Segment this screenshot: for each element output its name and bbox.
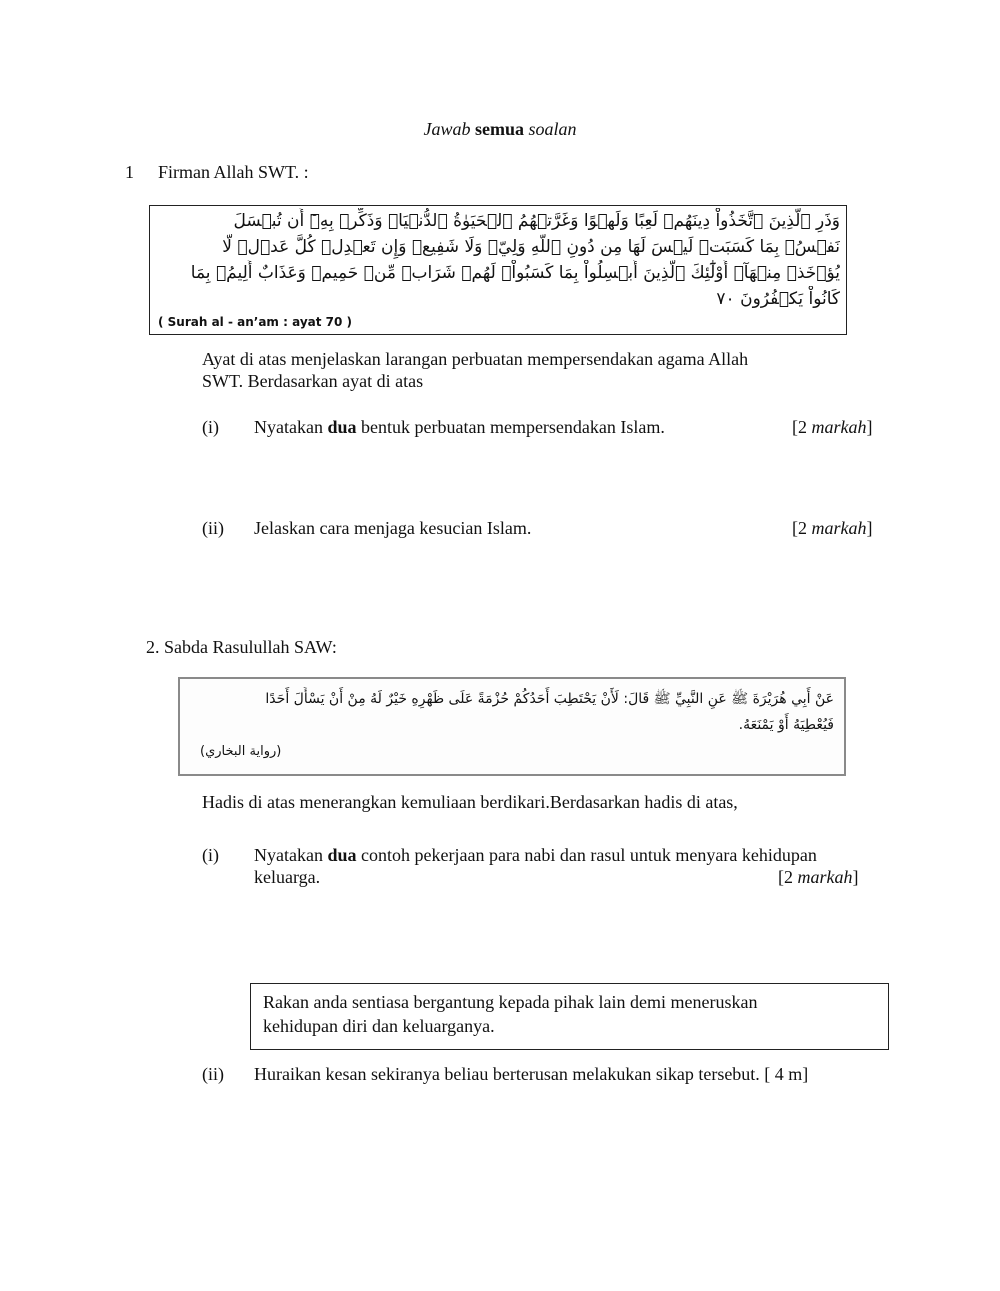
q2-i-marks (778, 866, 859, 888)
q2-i-text-post: contoh pekerjaan para nabi dan rasul untuk menyara kehidupan (356, 845, 817, 865)
q1-i-text-post: bentuk perbuatan mempersendakan Islam. (356, 417, 665, 437)
instruction-header (0, 118, 1000, 140)
q1-intro-line-1: Ayat di atas menjelaskan larangan perbuatan mempersendakan agama Allah (202, 349, 749, 369)
verse-line-2: نَفۡسُۢ بِمَا كَسَبَتۡ لَيۡسَ لَهَا مِن دُونِ ٱللَّهِ وَلِيّٞ وَلَا شَفِيعٞ وَإِن تَعۡدِلۡ كُلَّ عَدۡلٖ لَّا (222, 237, 840, 257)
q2-ii-question: Huraikan kesan sekiranya beliau berterusan melakukan sikap tersebut. [ 4 m] (254, 1064, 809, 1084)
quran-verse-box (149, 205, 847, 335)
q2-i-marks-close: ] (852, 867, 859, 887)
q1-ii-question: Jelaskan cara menjaga kesucian Islam. (254, 518, 532, 538)
q2-i-marks-word: markah (797, 867, 853, 887)
q2-intro: Hadis di atas menerangkan kemuliaan berdikari.Berdasarkan hadis di atas, (202, 792, 738, 812)
q2-i-question-line-2: keluarga. (254, 867, 321, 887)
q1-number: 1 (125, 162, 134, 182)
q2-i-number: (i) (202, 845, 219, 865)
instruction-jawab: Jawab (423, 119, 471, 139)
hadith-source: (رواية البخاري) (200, 744, 282, 759)
q1-ii-marks-open: [2 (792, 518, 812, 538)
verse-source: ( Surah al - an’am : ayat 70 ) (158, 315, 353, 329)
q1-i-text-pre: Nyatakan (254, 417, 328, 437)
q1-title: Firman Allah SWT. : (158, 162, 309, 182)
verse-line-4: كَانُواْ يَكۡفُرُونَ ٧٠ (716, 289, 840, 309)
q2-i-marks-open: [2 (778, 867, 798, 887)
scenario-box (250, 983, 889, 1050)
q1-i-marks-word: markah (811, 417, 867, 437)
q1-i-question (254, 416, 665, 438)
q1-ii-marks-close: ] (866, 518, 873, 538)
q1-i-text-bold: dua (327, 417, 357, 437)
q1-i-number: (i) (202, 417, 219, 437)
q2-i-text-bold: dua (327, 845, 357, 865)
q1-i-marks-close: ] (866, 417, 873, 437)
scenario-line-1: Rakan anda sentiasa bergantung kepada pihak lain demi meneruskan (263, 992, 758, 1012)
q1-ii-marks-word: markah (811, 518, 867, 538)
q2-i-question (254, 844, 817, 866)
q2-i-text-pre: Nyatakan (254, 845, 328, 865)
q1-ii-number: (ii) (202, 518, 224, 538)
verse-line-3: يُؤۡخَذۡ مِنۡهَآۗ أُوْلَٰٓئِكَ ٱلَّذِينَ أُبۡسِلُواْ بِمَا كَسَبُواْۖ لَهُمۡ شَرَابٞ مِّنۡ حَمِيمٖ وَعَذَابٌ أَلِيمُۢ بِمَا (190, 263, 840, 283)
instruction-semua: semua (474, 119, 524, 139)
hadith-line-1: عَنْ أَبِي هُرَيْرَةَ ﷺ عَنِ النَّبِيِّ ﷺ قَالَ: لَأَنْ يَحْتَطِبَ أَحَدُكُمْ حُزْمَةً عَلَى ظَهْرِهِ خَيْرٌ لَهُ مِنْ أَنْ يَسْأَلَ أَحَدًا (265, 691, 834, 707)
q1-intro-line-2: SWT. Berdasarkan ayat di atas (202, 371, 424, 391)
q1-ii-marks (792, 517, 873, 539)
q2-ii-number: (ii) (202, 1064, 224, 1084)
verse-line-1: وَذَرِ ٱلَّذِينَ ٱتَّخَذُواْ دِينَهُمۡ لَعِبًا وَلَهۡوًا وَغَرَّتۡهُمُ ٱلۡحَيَوٰةُ ٱلدُّنۡيَاۚ وَذَكِّرۡ بِهِۦٓ أَن تُبۡسَلَ (233, 211, 840, 231)
scenario-line-2: kehidupan diri dan keluarganya. (263, 1016, 495, 1036)
q2-title: 2. Sabda Rasulullah SAW: (146, 637, 337, 657)
hadith-box (178, 677, 846, 776)
q1-i-marks (792, 416, 873, 438)
instruction-soalan: soalan (528, 119, 577, 139)
hadith-line-2: فَيُعْطِيَهُ أَوْ يَمْنَعَهُ. (738, 717, 834, 733)
q1-i-marks-open: [2 (792, 417, 812, 437)
